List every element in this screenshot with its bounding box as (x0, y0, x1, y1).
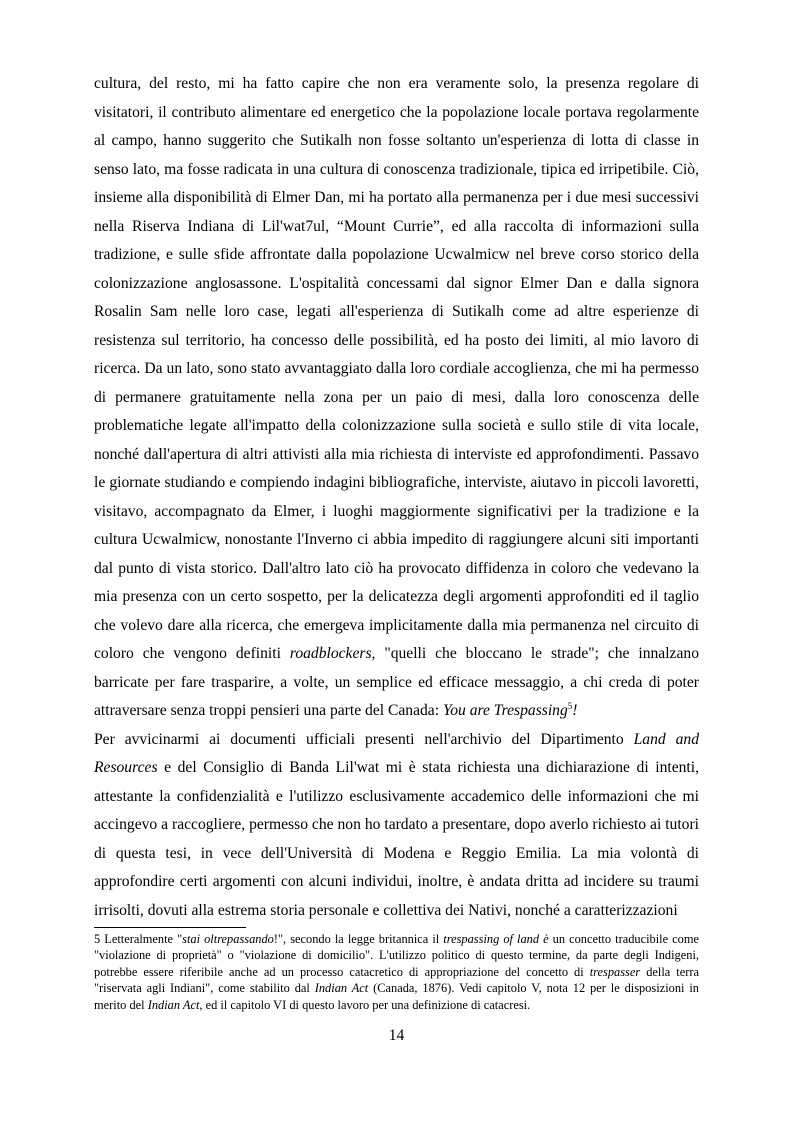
footnote-term-3: trespasser (589, 964, 641, 979)
paragraph-1-text-a: cultura, del resto, mi ha fatto capire che non era veramente solo, la presenza regolare di visitatori, il contributo alimentare ed energetico che la popolazione locale portava regolarmente al campo, hanno suggerito che Sutikalh non fosse soltanto un'esperienza di lotta di classe in senso lato, ma fosse radicata in una cultura di conoscenza tradizionale, tipica ed irripetibile. Ciò, insieme alla disponibilità di Elmer Dan, mi ha portato alla permanenza per i due mesi successivi nella Riserva Indiana di Lil'wat7ul, “Mount Currie”, ed alla raccolta di informazioni sulla tradizione, e sulle sfide affrontate dalla popolazione Ucwalmicw nel breve corso storico della colonizzazione anglosassone. L'ospitalità concessami dal signor Elmer Dan e dalla signora Rosalin Sam nelle loro case, legati all'esperienza di Sutikalh come ad altre esperienze di resistenza sul territorio, ha concesso delle possibilità, ed ha posto dei limiti, al mio lavoro di ricerca. Da un lato, sono stato avvantaggiato dalla loro cordiale accoglienza, che mi ha permesso di permanere gratuitamente nella zona per un paio di mesi, dalla loro conoscenza delle problematiche legate all'impatto della colonizzazione sulla società e sullo stile di vita locale, nonché dall'apertura di altri attivisti alla mia richiesta di interviste ed approfondimenti. Passavo le giornate studiando e compiendo indagini bibliografiche, interviste, aiutavo in piccoli lavoretti, visitavo, accompagnato da Elmer, i luoghi maggiormente significativi per la tradizione e la cultura Ucwalmicw, nonostante l'Inverno ci abbia impedito di raggiungere alcuni siti importanti dal punto di vista storico. Dall'altro lato ciò ha provocato diffidenza in coloro che vedevano la mia presenza con un certo sospetto, per la delicatezza degli argomenti approfonditi ed il taglio che volevo dare alla ricerca, che emergeva implicitamente dalla mia permanenza nel circuito di coloro che vengono definiti (94, 75, 699, 662)
footnote-text-2: !", secondo la legge britannica il (273, 932, 444, 946)
footnote-term-4: Indian Act (314, 981, 369, 996)
exclamation-mark: ! (572, 702, 578, 719)
term-land-and-resources: Land and Resources (94, 730, 699, 776)
footnote-divider (94, 927, 246, 928)
paragraph-2 (94, 726, 699, 926)
page-number: 14 (388, 1027, 405, 1044)
footnote-reference-5[interactable]: 5 (567, 700, 573, 711)
footnote-5 (94, 931, 699, 1013)
footnote-text-6: , ed il capitolo VI di questo lavoro per una definizione di catacresi. (199, 997, 531, 1012)
footnote-term-5: Indian Act (147, 997, 200, 1012)
paragraph-2-text-a: Per avvicinarmi ai documenti ufficiali presenti nell'archivio del Dipartimento (94, 730, 634, 748)
footnote-text-1: 5 Letteralmente " (94, 932, 183, 946)
paragraph-2-text-b: e del Consiglio di Banda Lil'wat mi è stata richiesta una dichiarazione di intenti, attestante la confidenzialità e l'utilizzo esclusivamente accademico delle informazioni che mi accingevo a raccogliere, permesso che non ho tardato a presentare, dopo averlo richiesto ai tutori di questa tesi, in vece dell'Università di Modena e Reggio Emilia. La mia volontà di approfondire certi argomenti con alcuni individui, inoltre, è andata dritta ad incidere su traumi irrisolti, dovuti alla estrema storia personale e collettiva dei Nativi, nonché a caratterizzazioni (94, 759, 699, 919)
body-text (94, 70, 699, 925)
footnote-text-3: un concetto traducibile come "violazione di proprietà" o "violazione di domicilio". L'utilizzo politico di questo termine, da parte degli Indigeni, potrebbe essere riferibile anche ad un processo catacretico di appropriazione del concetto di (94, 932, 699, 979)
footnote-text-4: della terra "riservata agli Indiani", come stabilito dal (94, 964, 699, 996)
term-roadblockers: roadblockers (289, 645, 372, 662)
footnote-text-5: (Canada, 1876). Vedi capitolo V, nota 12 per le disposizioni in merito del (94, 981, 699, 1012)
paragraph-1-text-b: , "quelli che bloccano le strade"; che innalzano barricate per fare trasparire, a volte, un semplice ed efficace messaggio, a chi creda di poter attraversare senza troppi pensieri una parte del Canada: (94, 645, 699, 719)
paragraph-1 (94, 70, 699, 726)
footnote-term-2: trespassing of land è (443, 932, 549, 946)
term-you-are-trespassing: You are Trespassing (442, 702, 568, 719)
footnote-term-1: stai oltrepassando (182, 932, 274, 946)
